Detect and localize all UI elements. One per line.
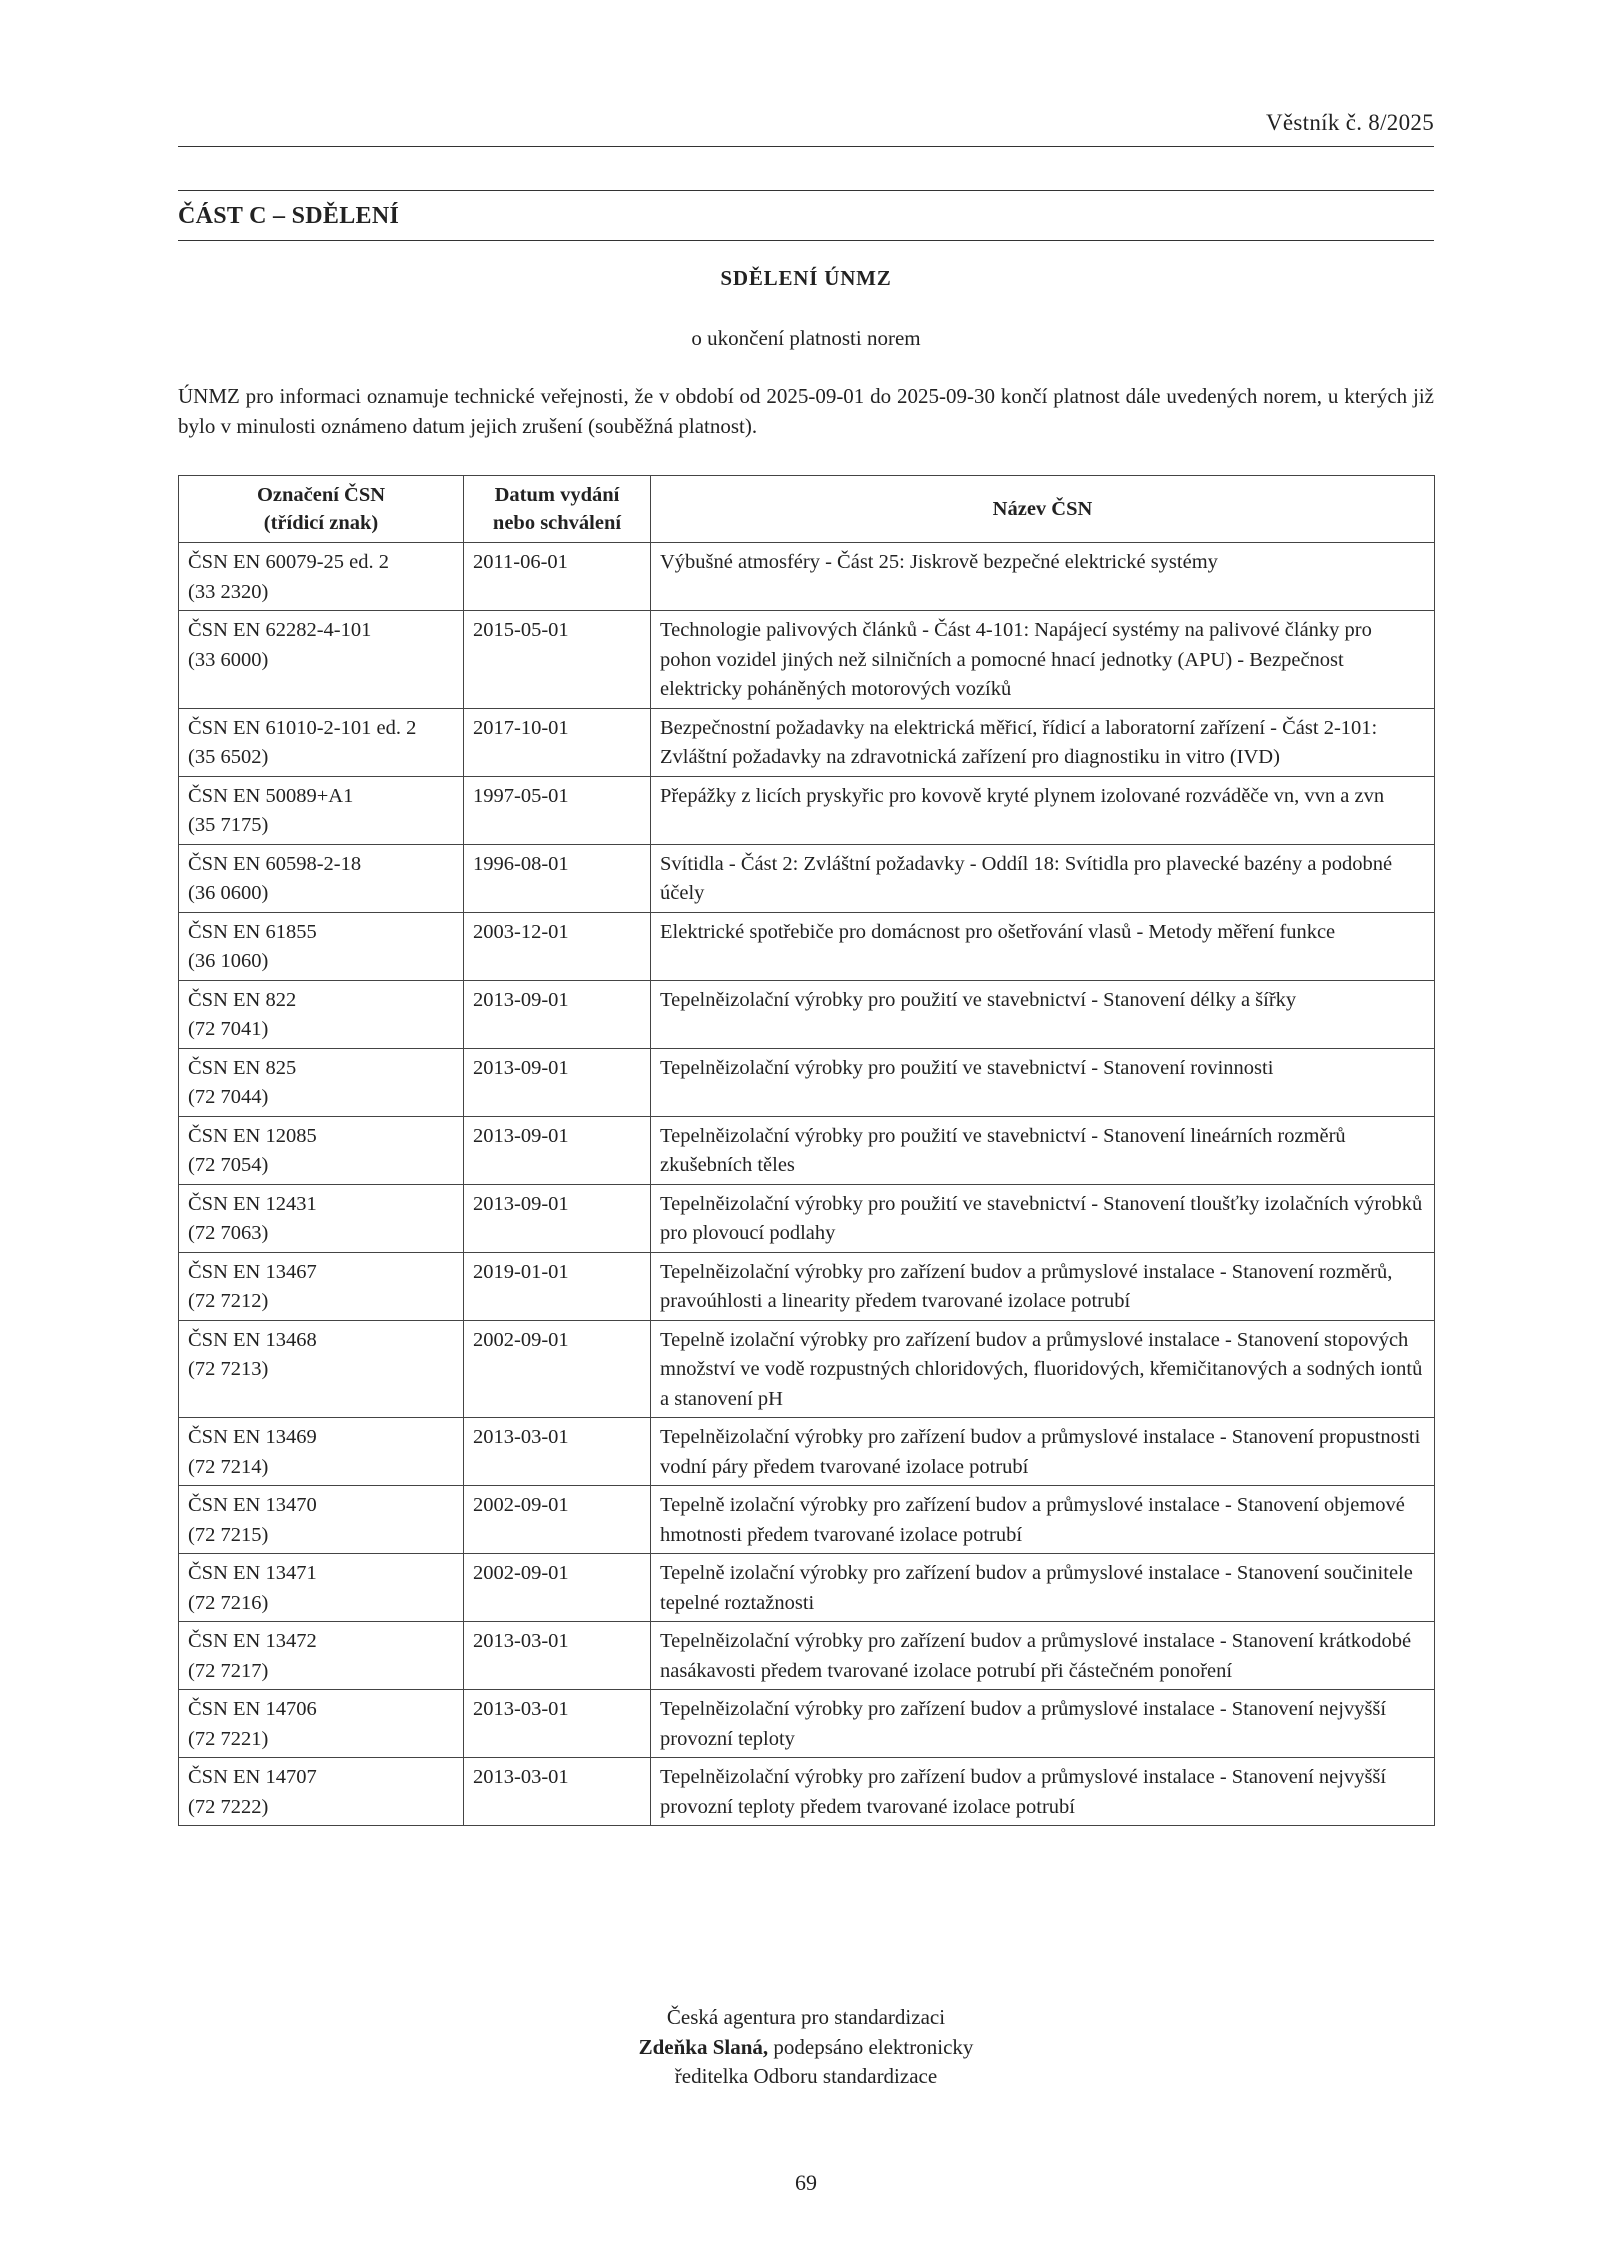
- norm-class: (72 7217): [188, 1659, 269, 1682]
- norm-code-cell: [179, 912, 464, 980]
- norm-code-cell: [179, 1048, 464, 1116]
- norm-code-cell: [179, 1252, 464, 1320]
- signature-line: [178, 2033, 1434, 2063]
- norm-code-cell: [179, 1690, 464, 1758]
- table-row: [179, 611, 1435, 709]
- norm-code: ČSN EN 60079-25 ed. 2: [188, 551, 390, 573]
- norm-code: ČSN EN 13468: [188, 1328, 317, 1351]
- table-row: [179, 1048, 1435, 1116]
- norm-date: 2013-09-01: [464, 1184, 651, 1252]
- norm-date: 1996-08-01: [464, 844, 651, 912]
- table-header-row: [179, 476, 1435, 543]
- norm-code-cell: [179, 980, 464, 1048]
- table-row: [179, 1252, 1435, 1320]
- norm-code: ČSN EN 12431: [188, 1192, 317, 1215]
- norm-name: Tepelněizolační výrobky pro zařízení budov a průmyslové instalace - Stanovení propustnosti vodní páry předem tvarované izolace potrubí: [651, 1418, 1435, 1486]
- norm-code: ČSN EN 825: [188, 1056, 297, 1079]
- table-row: [179, 1320, 1435, 1418]
- norm-class: (33 6000): [188, 648, 269, 671]
- header-date-line2: nebo schválení: [492, 512, 622, 534]
- norm-date: 2013-03-01: [464, 1690, 651, 1758]
- norm-date: 2013-09-01: [464, 1048, 651, 1116]
- norm-date: 2013-09-01: [464, 980, 651, 1048]
- norm-class: (72 7054): [188, 1154, 269, 1176]
- norm-class: (36 0600): [188, 882, 269, 904]
- table-row: [179, 1554, 1435, 1622]
- norm-date: 2013-09-01: [464, 1116, 651, 1184]
- part-title: ČÁST C – SDĚLENÍ: [178, 203, 400, 229]
- norm-date: 2015-05-01: [464, 611, 651, 709]
- norm-name: Tepelněizolační výrobky pro zařízení budov a průmyslové instalace - Stanovení rozměrů, pravoúhlosti a linearity předem tvarované izolace potrubí: [651, 1252, 1435, 1320]
- table-row: [179, 912, 1435, 980]
- norm-name: Tepelněizolační výrobky pro zařízení budov a průmyslové instalace - Stanovení nejvyšší provozní teploty předem tvarované izolace potrubí: [651, 1758, 1435, 1826]
- table-row: [179, 1622, 1435, 1690]
- table-row: [179, 708, 1435, 776]
- norm-code-cell: [179, 1320, 464, 1418]
- norm-class: (72 7214): [188, 1455, 269, 1478]
- norm-code: ČSN EN 60598-2-18: [188, 852, 362, 875]
- page-number: 69: [795, 2170, 817, 2195]
- norm-class: (72 7222): [188, 1795, 269, 1818]
- norm-code: ČSN EN 13470: [188, 1494, 317, 1516]
- norm-code-cell: [179, 844, 464, 912]
- table-row: [179, 1418, 1435, 1486]
- norm-date: 2013-03-01: [464, 1758, 651, 1826]
- norm-code: ČSN EN 13467: [188, 1260, 317, 1283]
- norm-code-cell: [179, 1184, 464, 1252]
- norm-code: ČSN EN 13469: [188, 1426, 317, 1448]
- norm-name: Tepelněizolační výrobky pro použití ve stavebnictví - Stanovení lineárních rozměrů zkušebních těles: [651, 1116, 1435, 1184]
- norm-class: (72 7221): [188, 1727, 269, 1750]
- norm-date: 2013-03-01: [464, 1418, 651, 1486]
- norm-code: ČSN EN 12085: [188, 1124, 317, 1147]
- norm-code-cell: [179, 776, 464, 844]
- table-row: [179, 844, 1435, 912]
- header-rule: [178, 146, 1434, 147]
- norm-class: (72 7063): [188, 1222, 269, 1244]
- norm-date: 2019-01-01: [464, 1252, 651, 1320]
- header-code-line1: Označení ČSN: [256, 484, 386, 506]
- norm-code: ČSN EN 13472: [188, 1630, 317, 1652]
- header-date: [464, 476, 651, 543]
- norm-class: (72 7041): [188, 1018, 269, 1040]
- norms-table: [178, 475, 1435, 1826]
- norm-class: (72 7215): [188, 1523, 269, 1546]
- norm-class: (72 7044): [188, 1086, 269, 1108]
- table-row: [179, 980, 1435, 1048]
- norm-name: Elektrické spotřebiče pro domácnost pro ošetřování vlasů - Metody měření funkce: [651, 912, 1435, 980]
- notice-title: SDĚLENÍ ÚNMZ: [720, 266, 892, 290]
- norm-class: (72 7213): [188, 1358, 269, 1380]
- norm-code-cell: [179, 1418, 464, 1486]
- norm-class: (35 7175): [188, 814, 269, 836]
- norm-date: 2002-09-01: [464, 1320, 651, 1418]
- signed-note: podepsáno elektronicky: [768, 2034, 974, 2059]
- norm-name: Tepelněizolační výrobky pro použití ve stavebnictví - Stanovení rovinnosti: [651, 1048, 1435, 1116]
- notice-subtitle: o ukončení platnosti norem: [691, 326, 921, 350]
- norm-date: 2003-12-01: [464, 912, 651, 980]
- part-top-rule: [178, 190, 1434, 191]
- norm-name: Výbušné atmosféry - Část 25: Jiskrově bezpečné elektrické systémy: [651, 543, 1435, 611]
- norm-date: 2002-09-01: [464, 1486, 651, 1554]
- norm-date: 2002-09-01: [464, 1554, 651, 1622]
- norm-name: Tepelně izolační výrobky pro zařízení budov a průmyslové instalace - Stanovení součinitele tepelné roztažnosti: [651, 1554, 1435, 1622]
- norm-class: (36 1060): [188, 950, 269, 972]
- norm-name: Přepážky z licích pryskyřic pro kovově kryté plynem izolované rozváděče vn, vvn a zvn: [651, 776, 1435, 844]
- norm-code: ČSN EN 13471: [188, 1562, 317, 1584]
- signature-agency: Česká agentura pro standardizaci: [666, 2005, 946, 2029]
- norm-code-cell: [179, 1116, 464, 1184]
- norm-code-cell: [179, 1486, 464, 1554]
- norm-class: (33 2320): [188, 580, 269, 603]
- norm-code: ČSN EN 62282-4-101: [188, 619, 372, 641]
- norm-code-cell: [179, 1622, 464, 1690]
- signatory-name: Zdeňka Slaná,: [638, 2034, 769, 2059]
- norm-name: Bezpečnostní požadavky na elektrická měřicí, řídicí a laboratorní zařízení - Část 2-101: Zvláštní požadavky na zdravotnická zařízení pro diagnostiku in vitro (IVD): [651, 708, 1435, 776]
- norm-code: ČSN EN 50089+A1: [188, 784, 354, 807]
- norm-name: Tepelněizolační výrobky pro zařízení budov a průmyslové instalace - Stanovení krátkodobé nasákavosti předem tvarované izolace potrubí při částečném ponoření: [651, 1622, 1435, 1690]
- norm-name: Tepelně izolační výrobky pro zařízení budov a průmyslové instalace - Stanovení stopových množství ve vodě rozpustných chloridových, fluoridových, křemičitanových a sodných iontů a stanovení pH: [651, 1320, 1435, 1418]
- norm-code-cell: [179, 708, 464, 776]
- norm-code-cell: [179, 1758, 464, 1826]
- norm-date: 1997-05-01: [464, 776, 651, 844]
- norm-class: (72 7212): [188, 1290, 269, 1312]
- norm-code: ČSN EN 61855: [188, 920, 317, 943]
- norm-date: 2011-06-01: [464, 543, 651, 611]
- table-row: [179, 543, 1435, 611]
- intro-paragraph: ÚNMZ pro informaci oznamuje technické veřejnosti, že v období od 2025-09-01 do 2025-09-30 končí platnost dále uvedených norem, u kterých již bylo v minulosti oznámeno datum jejich zrušení (souběžná platnost).: [178, 384, 1434, 438]
- norm-code: ČSN EN 14706: [188, 1698, 317, 1720]
- norm-name: Tepelněizolační výrobky pro použití ve stavebnictví - Stanovení tloušťky izolačních výrobků pro plovoucí podlahy: [651, 1184, 1435, 1252]
- header-date-line1: Datum vydání: [494, 484, 620, 506]
- norm-code: ČSN EN 822: [188, 988, 297, 1011]
- signatory-role: ředitelka Odboru standardizace: [674, 2064, 938, 2088]
- norms-table-body: [179, 543, 1435, 1826]
- norm-name: Technologie palivových článků - Část 4-101: Napájecí systémy na palivové články pro pohon vozidel jiných než silničních a pomocné hnací jednotky (APU) - Bezpečnost elektricky poháněných motorových vozíků: [651, 611, 1435, 709]
- norm-code-cell: [179, 543, 464, 611]
- norm-class: (35 6502): [188, 746, 269, 768]
- norm-date: 2017-10-01: [464, 708, 651, 776]
- norm-name: Svítidla - Část 2: Zvláštní požadavky - Oddíl 18: Svítidla pro plavecké bazény a podobné účely: [651, 844, 1435, 912]
- norm-date: 2013-03-01: [464, 1622, 651, 1690]
- table-row: [179, 1184, 1435, 1252]
- header-code: [179, 476, 464, 543]
- header-code-line2: (třídicí znak): [263, 512, 379, 534]
- table-row: [179, 1758, 1435, 1826]
- norm-class: (72 7216): [188, 1591, 269, 1614]
- norm-code: ČSN EN 61010-2-101 ed. 2: [188, 716, 417, 739]
- signature-block: [178, 2003, 1434, 2092]
- header-name: Název ČSN: [651, 476, 1435, 543]
- table-row: [179, 1486, 1435, 1554]
- norm-name: Tepelně izolační výrobky pro zařízení budov a průmyslové instalace - Stanovení objemové hmotnosti předem tvarované izolace potrubí: [651, 1486, 1435, 1554]
- norm-code-cell: [179, 611, 464, 709]
- norm-code: ČSN EN 14707: [188, 1766, 317, 1788]
- table-row: [179, 1116, 1435, 1184]
- norm-name: Tepelněizolační výrobky pro zařízení budov a průmyslové instalace - Stanovení nejvyšší provozní teploty: [651, 1690, 1435, 1758]
- table-row: [179, 1690, 1435, 1758]
- running-header: Věstník č. 8/2025: [1266, 110, 1434, 135]
- part-bottom-rule: [178, 240, 1434, 241]
- table-row: [179, 776, 1435, 844]
- norm-name: Tepelněizolační výrobky pro použití ve stavebnictví - Stanovení délky a šířky: [651, 980, 1435, 1048]
- norm-code-cell: [179, 1554, 464, 1622]
